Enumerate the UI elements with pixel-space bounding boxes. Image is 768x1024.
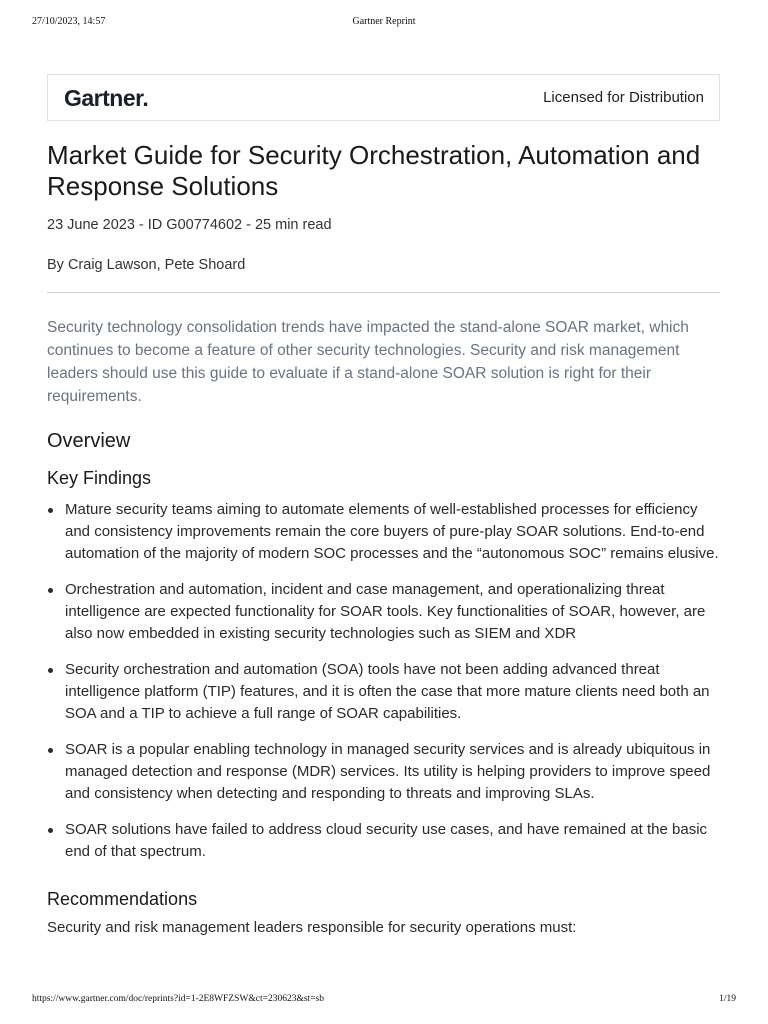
finding-text: SOAR solutions have failed to address cloud security use cases, and have remained at the basic end of that spectrum. (65, 821, 708, 860)
key-findings-list (47, 499, 720, 863)
list-item (47, 819, 720, 863)
finding-text: Orchestration and automation, incident and case management, and operationalizing threat intelligence are expected functionality for SOAR tools. Key functionalities of SOAR, however, are also now embedded in existing security technologies such as SIEM and XDR (65, 581, 706, 642)
print-header (32, 12, 736, 26)
article-authors: By Craig Lawson, Pete Shoard (47, 257, 246, 273)
bullet-icon (48, 588, 53, 593)
licensed-label: Licensed for Distribution (543, 89, 704, 106)
brand-bar (47, 74, 720, 121)
article-summary: Security technology consolidation trends have impacted the stand-alone SOAR market, which continues to become a feature of other security technologies. Security and risk management leaders should use this guide to evaluate if a stand-alone SOAR solution is right for their requirements. (47, 319, 689, 405)
finding-text: Security orchestration and automation (SOA) tools have not been adding advanced threat intelligence platform (TIP) features, and it is often the case that more mature clients need both an SOA and a TIP to achieve a full range of SOAR capabilities. (65, 661, 710, 722)
list-item (47, 739, 720, 805)
finding-text: SOAR is a popular enabling technology in managed security services and is already ubiquitous in managed detection and response (MDR) services. Its utility is helping providers to improve speed and consistency when detecting and responding to threats and improving SLAs. (65, 741, 711, 802)
print-url: https://www.gartner.com/doc/reprints?id=1-2E8WFZSW&ct=230623&st=sb (32, 994, 324, 1004)
article-content (47, 140, 720, 939)
gartner-logo[interactable]: Gartner. (64, 85, 149, 111)
page-number: 1/19 (719, 994, 736, 1004)
divider (47, 292, 720, 293)
list-item (47, 579, 720, 645)
overview-heading: Overview (47, 430, 131, 452)
print-datetime: 27/10/2023, 14:57 (32, 16, 106, 27)
finding-text: Mature security teams aiming to automate elements of well-established processes for efficiency and consistency improvements remain the core buyers of pure-play SOAR solutions. End-to-end automation of the majority of modern SOC processes and the “autonomous SOC” remains elusive. (65, 501, 719, 562)
bullet-icon (48, 748, 53, 753)
list-item (47, 659, 720, 725)
article-meta: 23 June 2023 - ID G00774602 - 25 min read (47, 217, 332, 233)
recommendations-intro: Security and risk management leaders responsible for security operations must: (47, 919, 577, 936)
article-title: Market Guide for Security Orchestration, Automation and Response Solutions (47, 140, 701, 201)
key-findings-heading: Key Findings (47, 468, 152, 488)
bullet-icon (48, 668, 53, 673)
recommendations-heading: Recommendations (47, 889, 198, 909)
list-item (47, 499, 720, 565)
bullet-icon (48, 508, 53, 513)
bullet-icon (48, 828, 53, 833)
print-footer (32, 994, 736, 1006)
print-title: Gartner Reprint (352, 16, 416, 27)
